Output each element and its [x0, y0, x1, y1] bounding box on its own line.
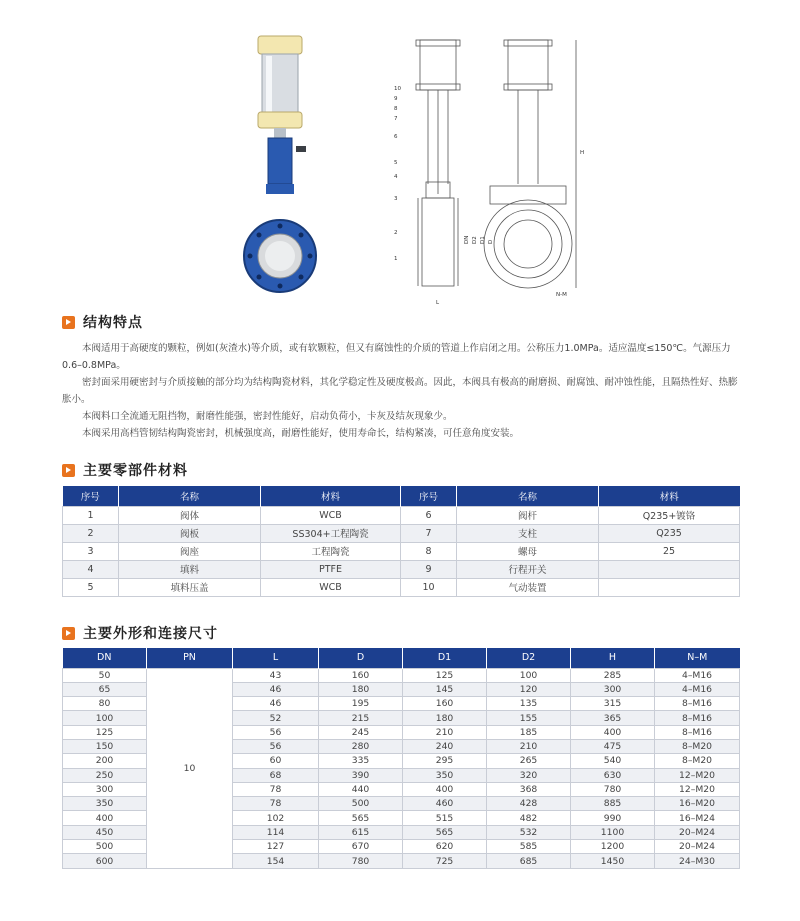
table-cell: 630 — [571, 768, 655, 782]
table-cell: 工程陶瓷 — [261, 542, 401, 560]
table-cell: 350 — [403, 768, 487, 782]
table-cell: WCB — [261, 578, 401, 596]
table-cell: 295 — [403, 754, 487, 768]
table-cell: 215 — [319, 711, 403, 725]
table-cell: 25 — [599, 542, 740, 560]
svg-text:DN: DN — [464, 235, 470, 244]
table-cell: 725 — [403, 854, 487, 868]
table-cell: 335 — [319, 754, 403, 768]
parts-material-table — [62, 486, 740, 597]
table-cell: 780 — [319, 854, 403, 868]
table-cell: 8–M16 — [655, 711, 740, 725]
table-cell: 46 — [233, 697, 319, 711]
table-cell: 1450 — [571, 854, 655, 868]
svg-text:9: 9 — [394, 96, 398, 102]
table-cell: 60 — [233, 754, 319, 768]
section-dimensions-header — [62, 623, 218, 643]
col-header: 名称 — [457, 486, 599, 506]
table-cell: 16–M24 — [655, 811, 740, 825]
table-cell: 125 — [63, 725, 147, 739]
table-cell: 114 — [233, 825, 319, 839]
table-cell: 428 — [487, 797, 571, 811]
table-cell: 285 — [571, 668, 655, 682]
paragraph: 密封面采用硬密封与介质接触的部分均为结构陶瓷材料，其化学稳定性及硬度极高。因此，本阀具有极高的耐磨损、耐腐蚀、耐冲蚀性能，且隔热性好、热膨胀小。 — [62, 377, 738, 405]
table-cell: 6 — [401, 506, 457, 524]
table-cell: 20–M24 — [655, 840, 740, 854]
table-cell: 400 — [63, 811, 147, 825]
table-cell: 3 — [63, 542, 119, 560]
valve-drawing — [390, 34, 600, 312]
table-cell: 7 — [401, 524, 457, 542]
table-cell: 16–M20 — [655, 797, 740, 811]
paragraph: 本阀适用于高硬度的颗粒，例如(灰渣水)等介质，或有软颗粒，但又有腐蚀性的介质的管道上作启闭之用。公称压力1.0MPa。适应温度≤150℃。气源压力0.6–0.8MPa。 — [62, 343, 731, 371]
svg-text:H: H — [580, 150, 585, 156]
dimensions-table-body — [63, 668, 740, 868]
table-cell: 500 — [319, 797, 403, 811]
dimensions-table — [62, 648, 740, 869]
col-header: D2 — [487, 648, 571, 668]
table-cell: 5 — [63, 578, 119, 596]
table-cell: 540 — [571, 754, 655, 768]
svg-text:10: 10 — [394, 86, 401, 92]
table-cell: 填料 — [119, 560, 261, 578]
table-cell: 135 — [487, 697, 571, 711]
table-cell: 565 — [403, 825, 487, 839]
table-cell: 2 — [63, 524, 119, 542]
table-row — [63, 524, 740, 542]
table-cell: 670 — [319, 840, 403, 854]
table-cell: 8–M20 — [655, 754, 740, 768]
table-cell: 210 — [403, 725, 487, 739]
table-cell: 195 — [319, 697, 403, 711]
table-cell: 300 — [571, 682, 655, 696]
table-cell: 120 — [487, 682, 571, 696]
table-cell: 阀板 — [119, 524, 261, 542]
col-header: H — [571, 648, 655, 668]
table-cell: 615 — [319, 825, 403, 839]
table-row — [63, 542, 740, 560]
table-cell: 154 — [233, 854, 319, 868]
col-header: 名称 — [119, 486, 261, 506]
table-cell: 180 — [319, 682, 403, 696]
table-cell: 阀座 — [119, 542, 261, 560]
table-cell: 4–M16 — [655, 668, 740, 682]
col-header: L — [233, 648, 319, 668]
table-cell: 4 — [63, 560, 119, 578]
table-cell: 475 — [571, 739, 655, 753]
table-cell: 390 — [319, 768, 403, 782]
table-cell: WCB — [261, 506, 401, 524]
table-cell: 160 — [403, 697, 487, 711]
table-cell: 320 — [487, 768, 571, 782]
paragraph: 本阀料口全流通无阻挡物，耐磨性能强，密封性能好，启动负荷小，卡灰及结灰现象少。 — [82, 411, 453, 422]
table-cell: 145 — [403, 682, 487, 696]
col-header: 材料 — [261, 486, 401, 506]
table-cell: 行程开关 — [457, 560, 599, 578]
table-row — [63, 560, 740, 578]
svg-text:8: 8 — [394, 106, 398, 112]
table-cell: 1 — [63, 506, 119, 524]
table-cell: 50 — [63, 668, 147, 682]
table-cell: 440 — [319, 782, 403, 796]
svg-text:5: 5 — [394, 160, 398, 166]
col-header: 序号 — [401, 486, 457, 506]
table-cell — [599, 578, 740, 596]
table-cell: 气动装置 — [457, 578, 599, 596]
table-cell: 160 — [319, 668, 403, 682]
table-cell: 80 — [63, 697, 147, 711]
table-cell: 阀体 — [119, 506, 261, 524]
table-cell: 600 — [63, 854, 147, 868]
table-cell: 78 — [233, 797, 319, 811]
table-cell: 8–M20 — [655, 739, 740, 753]
arrow-icon — [62, 464, 75, 477]
col-header: DN — [63, 648, 147, 668]
svg-text:D1: D1 — [480, 236, 486, 244]
table-cell: SS304+工程陶瓷 — [261, 524, 401, 542]
table-row — [63, 668, 740, 682]
svg-text:D: D — [488, 239, 494, 244]
table-cell: Q235+镀铬 — [599, 506, 740, 524]
table-cell: 127 — [233, 840, 319, 854]
table-cell: 52 — [233, 711, 319, 725]
table-cell: 56 — [233, 739, 319, 753]
table-cell: 12–M20 — [655, 782, 740, 796]
section-parts-header — [62, 460, 188, 480]
table-cell: 46 — [233, 682, 319, 696]
table-cell: 885 — [571, 797, 655, 811]
table-cell: 620 — [403, 840, 487, 854]
table-cell: 150 — [63, 739, 147, 753]
arrow-icon — [62, 316, 75, 329]
table-cell: 265 — [487, 754, 571, 768]
table-cell: 990 — [571, 811, 655, 825]
table-cell: 支柱 — [457, 524, 599, 542]
table-cell: 400 — [571, 725, 655, 739]
svg-text:7: 7 — [394, 116, 398, 122]
table-cell: 315 — [571, 697, 655, 711]
table-cell: 100 — [487, 668, 571, 682]
table-cell: 180 — [403, 711, 487, 725]
table-cell: 245 — [319, 725, 403, 739]
svg-text:1: 1 — [394, 256, 398, 262]
svg-text:3: 3 — [394, 196, 398, 202]
table-cell: 365 — [571, 711, 655, 725]
table-cell: 56 — [233, 725, 319, 739]
col-header: D1 — [403, 648, 487, 668]
table-cell: 368 — [487, 782, 571, 796]
table-cell: 20–M24 — [655, 825, 740, 839]
table-cell: 185 — [487, 725, 571, 739]
table-cell: 200 — [63, 754, 147, 768]
table-cell: 12–M20 — [655, 768, 740, 782]
table-cell: PTFE — [261, 560, 401, 578]
table-cell: 填料压盖 — [119, 578, 261, 596]
figures — [0, 22, 800, 306]
table-cell: 685 — [487, 854, 571, 868]
parts-table-body — [63, 506, 740, 596]
table-row — [63, 506, 740, 524]
valve-photo — [238, 34, 328, 296]
table-cell: 68 — [233, 768, 319, 782]
table-row — [63, 578, 740, 596]
svg-text:4: 4 — [394, 174, 398, 180]
table-cell: 482 — [487, 811, 571, 825]
svg-text:L: L — [436, 300, 440, 306]
table-cell: 565 — [319, 811, 403, 825]
table-cell: 460 — [403, 797, 487, 811]
section-title: 主要零部件材料 — [83, 463, 188, 479]
table-cell: 125 — [403, 668, 487, 682]
paragraph: 本阀采用高档管韧结构陶瓷密封，机械强度高，耐磨性能好，使用寿命长，结构紧凑，可任意角度安装。 — [82, 428, 520, 439]
table-cell: 450 — [63, 825, 147, 839]
table-cell: 100 — [63, 711, 147, 725]
table-cell: 1100 — [571, 825, 655, 839]
table-cell: 4–M16 — [655, 682, 740, 696]
table-cell: 65 — [63, 682, 147, 696]
table-cell: 155 — [487, 711, 571, 725]
arrow-icon — [62, 627, 75, 640]
section-title: 结构特点 — [83, 315, 143, 331]
table-cell: 8 — [401, 542, 457, 560]
table-cell: 1200 — [571, 840, 655, 854]
pn-cell: 10 — [147, 668, 233, 868]
col-header: PN — [147, 648, 233, 668]
col-header: N–M — [655, 648, 740, 668]
svg-text:D2: D2 — [472, 236, 478, 244]
table-cell — [599, 560, 740, 578]
table-cell: 585 — [487, 840, 571, 854]
svg-text:N-M: N-M — [556, 292, 567, 298]
table-cell: 102 — [233, 811, 319, 825]
col-header: D — [319, 648, 403, 668]
table-cell: 250 — [63, 768, 147, 782]
table-cell: 210 — [487, 739, 571, 753]
table-cell: 9 — [401, 560, 457, 578]
table-cell: 532 — [487, 825, 571, 839]
table-cell: 280 — [319, 739, 403, 753]
col-header: 序号 — [63, 486, 119, 506]
section-title: 主要外形和连接尺寸 — [83, 626, 218, 642]
table-cell: 78 — [233, 782, 319, 796]
svg-text:2: 2 — [394, 230, 398, 236]
table-cell: 24–M30 — [655, 854, 740, 868]
table-cell: 500 — [63, 840, 147, 854]
table-cell: 10 — [401, 578, 457, 596]
col-header: 材料 — [599, 486, 740, 506]
svg-text:6: 6 — [394, 134, 398, 140]
table-cell: 螺母 — [457, 542, 599, 560]
table-cell: Q235 — [599, 524, 740, 542]
table-cell: 515 — [403, 811, 487, 825]
table-cell: 300 — [63, 782, 147, 796]
table-cell: 350 — [63, 797, 147, 811]
table-cell: 43 — [233, 668, 319, 682]
table-cell: 阀杆 — [457, 506, 599, 524]
table-cell: 400 — [403, 782, 487, 796]
structure-description — [62, 340, 742, 442]
section-structure-header — [62, 312, 143, 332]
table-cell: 780 — [571, 782, 655, 796]
table-cell: 8–M16 — [655, 725, 740, 739]
table-cell: 8–M16 — [655, 697, 740, 711]
table-cell: 240 — [403, 739, 487, 753]
